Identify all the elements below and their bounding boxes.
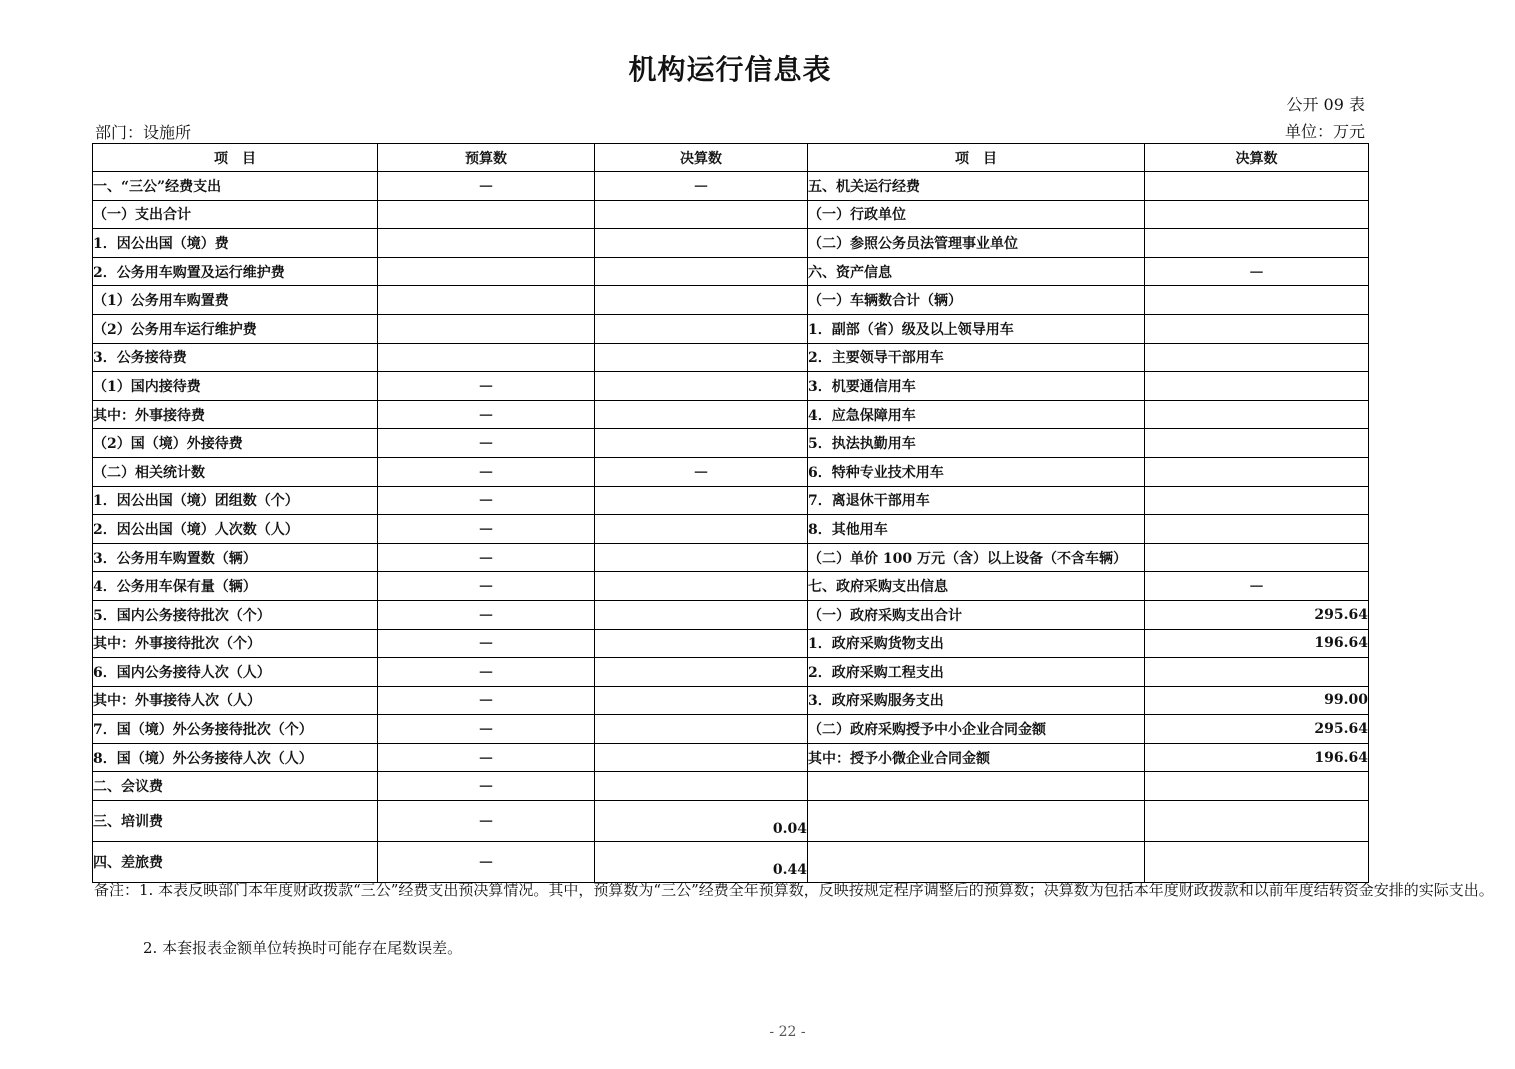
table-row [93, 772, 1369, 801]
final-cell [595, 229, 808, 258]
right-final-cell [1145, 429, 1369, 458]
final-cell [595, 429, 808, 458]
table-code: 公开 09 表 [1286, 95, 1365, 114]
right-final-cell: 295.64 [1145, 600, 1369, 629]
right-final-cell [1145, 515, 1369, 544]
row-label: 其中：外事接待人次（人） [93, 686, 378, 715]
budget-cell: — [378, 372, 595, 401]
right-final-cell: 295.64 [1145, 715, 1369, 744]
row-label: 一、“三公”经费支出 [93, 172, 378, 201]
table-row [93, 200, 1369, 229]
budget-cell [378, 229, 595, 258]
budget-cell: — [378, 743, 595, 772]
table-row [93, 543, 1369, 572]
row-label: 四、差旅费 [93, 842, 378, 883]
row-label: 6．国内公务接待人次（人） [93, 658, 378, 687]
right-row-label: 5．执法执勤用车 [808, 429, 1145, 458]
right-final-cell [1145, 658, 1369, 687]
table-row [93, 343, 1369, 372]
header-final-left: 决算数 [595, 144, 808, 172]
header-item-right: 项 目 [808, 144, 1145, 172]
final-cell: — [595, 172, 808, 201]
right-row-label: 1．副部（省）级及以上领导用车 [808, 314, 1145, 343]
row-label: （一）支出合计 [93, 200, 378, 229]
final-cell [595, 715, 808, 744]
budget-cell: — [378, 772, 595, 801]
budget-cell: — [378, 842, 595, 883]
final-cell [595, 314, 808, 343]
final-cell [595, 400, 808, 429]
right-final-cell [1145, 486, 1369, 515]
right-row-label: 其中：授予小微企业合同金额 [808, 743, 1145, 772]
right-row-label: （一）政府采购支出合计 [808, 600, 1145, 629]
budget-cell [378, 200, 595, 229]
table-row [93, 572, 1369, 601]
table-row [93, 600, 1369, 629]
right-final-cell [1145, 172, 1369, 201]
right-row-label: 6．特种专业技术用车 [808, 457, 1145, 486]
header-item-left: 项 目 [93, 144, 378, 172]
final-cell [595, 629, 808, 658]
budget-cell: — [378, 600, 595, 629]
final-cell: — [595, 457, 808, 486]
right-row-label: 8．其他用车 [808, 515, 1145, 544]
right-row-label: 7．离退休干部用车 [808, 486, 1145, 515]
right-final-cell: — [1145, 257, 1369, 286]
row-label: 2．因公出国（境）人次数（人） [93, 515, 378, 544]
budget-cell: — [378, 400, 595, 429]
right-row-label: 五、机关运行经费 [808, 172, 1145, 201]
table-row [93, 314, 1369, 343]
right-row-label [808, 801, 1145, 842]
budget-cell: — [378, 572, 595, 601]
table-row [93, 486, 1369, 515]
row-label: 二、会议费 [93, 772, 378, 801]
table-row [93, 658, 1369, 687]
department-label: 部门：设施所 [95, 123, 192, 142]
budget-cell: — [378, 543, 595, 572]
budget-cell: — [378, 515, 595, 544]
budget-cell: — [378, 172, 595, 201]
right-row-label: 3．政府采购服务支出 [808, 686, 1145, 715]
final-cell [595, 600, 808, 629]
final-cell: 0.44 [595, 842, 808, 883]
right-final-cell [1145, 343, 1369, 372]
table-row [93, 515, 1369, 544]
right-row-label: 七、政府采购支出信息 [808, 572, 1145, 601]
budget-cell [378, 257, 595, 286]
right-final-cell [1145, 543, 1369, 572]
table-row [93, 257, 1369, 286]
right-final-cell [1145, 801, 1369, 842]
right-row-label: 3．机要通信用车 [808, 372, 1145, 401]
final-cell [595, 257, 808, 286]
right-final-cell [1145, 200, 1369, 229]
row-label: 2．公务用车购置及运行维护费 [93, 257, 378, 286]
row-label: 7．国（境）外公务接待批次（个） [93, 715, 378, 744]
table-row [93, 429, 1369, 458]
table-row [93, 286, 1369, 315]
right-final-cell: 196.64 [1145, 743, 1369, 772]
right-row-label: 2．政府采购工程支出 [808, 658, 1145, 687]
row-label: 1．因公出国（境）费 [93, 229, 378, 258]
row-label: 3．公务用车购置数（辆） [93, 543, 378, 572]
right-final-cell [1145, 314, 1369, 343]
right-final-cell [1145, 286, 1369, 315]
row-label: 3．公务接待费 [93, 343, 378, 372]
table-row [93, 457, 1369, 486]
right-final-cell [1145, 372, 1369, 401]
right-row-label: （一）车辆数合计（辆） [808, 286, 1145, 315]
table-row [93, 743, 1369, 772]
right-row-label: 1．政府采购货物支出 [808, 629, 1145, 658]
right-final-cell [1145, 457, 1369, 486]
right-final-cell: — [1145, 572, 1369, 601]
row-label: 5．国内公务接待批次（个） [93, 600, 378, 629]
budget-cell: — [378, 486, 595, 515]
final-cell [595, 515, 808, 544]
row-label: （1）公务用车购置费 [93, 286, 378, 315]
right-row-label: （二）单价 100 万元（含）以上设备（不含车辆） [808, 543, 1145, 572]
table-row [93, 629, 1369, 658]
budget-cell: — [378, 629, 595, 658]
final-cell [595, 658, 808, 687]
budget-cell: — [378, 801, 595, 842]
right-final-cell [1145, 772, 1369, 801]
table-row [93, 715, 1369, 744]
page-number: - 22 - [769, 1024, 806, 1040]
budget-cell: — [378, 457, 595, 486]
table-header-row [93, 144, 1369, 172]
right-final-cell: 99.00 [1145, 686, 1369, 715]
final-cell [595, 286, 808, 315]
final-cell [595, 543, 808, 572]
row-label: 三、培训费 [93, 801, 378, 842]
note-line-1: 备注：1. 本表反映部门本年度财政拨款“三公”经费支出预决算情况。其中，预算数为“三公”经费全年预算数，反映按规定程序调整后的预算数；决算数为包括本年度财政拨款和以前年度结转资金安排的实际支出。 [94, 881, 1494, 899]
table-row [93, 801, 1369, 842]
right-row-label: 六、资产信息 [808, 257, 1145, 286]
right-row-label: （二）政府采购授予中小企业合同金额 [808, 715, 1145, 744]
right-row-label: 2．主要领导干部用车 [808, 343, 1145, 372]
note-line-2: 2. 本套报表金额单位转换时可能存在尾数误差。 [143, 939, 463, 957]
right-final-cell: 196.64 [1145, 629, 1369, 658]
right-row-label: （一）行政单位 [808, 200, 1145, 229]
right-final-cell [1145, 400, 1369, 429]
row-label: （2）公务用车运行维护费 [93, 314, 378, 343]
table-row [93, 400, 1369, 429]
row-label: 4．公务用车保有量（辆） [93, 572, 378, 601]
row-label: （1）国内接待费 [93, 372, 378, 401]
budget-cell [378, 343, 595, 372]
header-budget: 预算数 [378, 144, 595, 172]
final-cell [595, 772, 808, 801]
final-cell [595, 343, 808, 372]
row-label: 其中：外事接待费 [93, 400, 378, 429]
row-label: （二）相关统计数 [93, 457, 378, 486]
right-final-cell [1145, 229, 1369, 258]
final-cell [595, 372, 808, 401]
table-row [93, 686, 1369, 715]
unit-label: 单位：万元 [1284, 122, 1365, 141]
final-cell [595, 486, 808, 515]
budget-cell [378, 286, 595, 315]
final-cell: 0.04 [595, 801, 808, 842]
budget-cell: — [378, 429, 595, 458]
table-row [93, 372, 1369, 401]
info-table [92, 143, 1369, 883]
budget-cell [378, 314, 595, 343]
budget-cell: — [378, 686, 595, 715]
row-label: （2）国（境）外接待费 [93, 429, 378, 458]
right-row-label: 4．应急保障用车 [808, 400, 1145, 429]
header-final-right: 决算数 [1145, 144, 1369, 172]
budget-cell: — [378, 715, 595, 744]
budget-cell: — [378, 658, 595, 687]
right-row-label [808, 772, 1145, 801]
right-row-label: （二）参照公务员法管理事业单位 [808, 229, 1145, 258]
page-title: 机构运行信息表 [628, 53, 832, 86]
final-cell [595, 572, 808, 601]
table-row [93, 172, 1369, 201]
final-cell [595, 743, 808, 772]
table-row [93, 229, 1369, 258]
final-cell [595, 686, 808, 715]
row-label: 其中：外事接待批次（个） [93, 629, 378, 658]
row-label: 1．因公出国（境）团组数（个） [93, 486, 378, 515]
row-label: 8．国（境）外公务接待人次（人） [93, 743, 378, 772]
final-cell [595, 200, 808, 229]
